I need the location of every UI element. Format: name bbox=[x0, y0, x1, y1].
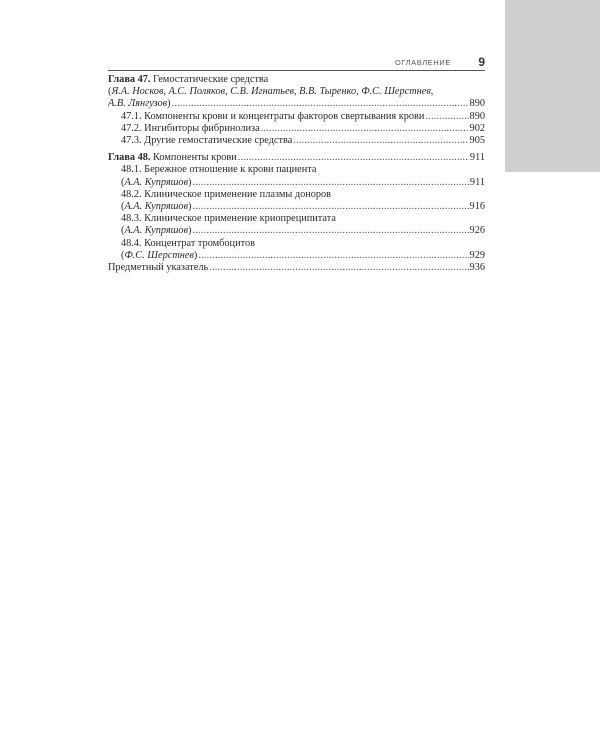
section-title: 48.3. Клиническое применение криопреципитата bbox=[121, 213, 336, 225]
toc-section-47-2[interactable] bbox=[108, 123, 485, 135]
section-authors: А.А. Купряшов bbox=[124, 225, 189, 237]
paren-close: ) bbox=[193, 249, 198, 261]
paren-close: ) bbox=[188, 176, 192, 188]
running-head-title: ОГЛАВЛЕНИЕ bbox=[394, 58, 451, 67]
toc-section-48-3-title[interactable] bbox=[108, 213, 485, 225]
paren-close: ) bbox=[188, 201, 192, 213]
toc-section-48-2-title[interactable] bbox=[108, 189, 485, 201]
leader-dots bbox=[192, 201, 468, 213]
chapter-title: Гемостатические средства bbox=[150, 74, 269, 85]
toc-chapter-47-authors-line1 bbox=[108, 86, 485, 98]
toc-section-48-4-title[interactable] bbox=[108, 238, 485, 250]
toc-page-number: 911 bbox=[469, 152, 485, 164]
section-authors: А.А. Купряшов bbox=[124, 201, 189, 213]
toc-page-number: 926 bbox=[469, 225, 485, 237]
header-rule bbox=[108, 70, 485, 71]
section-title: 47.3. Другие гемостатические средства bbox=[121, 135, 293, 147]
toc-section-48-1-title[interactable] bbox=[108, 164, 485, 176]
leader-dots bbox=[261, 123, 469, 135]
toc-section-48-4-authors[interactable] bbox=[108, 250, 485, 262]
section-title: 47.1. Компоненты крови и концентраты факторов свертывания крови bbox=[121, 110, 425, 122]
toc-section-48-1-authors[interactable] bbox=[108, 177, 485, 189]
chapter-title: Компоненты крови bbox=[150, 152, 237, 164]
paren-close: ) bbox=[167, 98, 171, 110]
side-tab-marker bbox=[505, 0, 600, 172]
section-title: 48.1. Бережное отношение к крови пациента bbox=[121, 164, 317, 176]
toc-page-number: 890 bbox=[469, 98, 485, 110]
leader-dots bbox=[192, 225, 468, 237]
index-title: Предметный указатель bbox=[108, 262, 209, 274]
section-authors: Ф.С. Шерстнев bbox=[124, 249, 194, 261]
toc-page-number: 929 bbox=[469, 249, 485, 261]
leader-dots bbox=[172, 98, 469, 110]
toc-section-48-2-authors[interactable] bbox=[108, 201, 485, 213]
toc-subject-index[interactable] bbox=[108, 262, 485, 274]
toc-section-48-3-authors[interactable] bbox=[108, 225, 485, 237]
paren-open: ( bbox=[121, 176, 125, 188]
paren-open: ( bbox=[121, 201, 125, 213]
chapter-authors-line1: Я.А. Носков, А.С. Поляков, С.В. Игнатьев, В.В. Тыренко, Ф.С. Шерстнев, bbox=[111, 86, 434, 98]
leader-dots bbox=[238, 152, 469, 164]
chapter-label: Глава 48. bbox=[108, 152, 151, 164]
leader-dots bbox=[293, 135, 468, 147]
toc-page-number: 902 bbox=[469, 122, 485, 134]
section-title: 48.2. Клиническое применение плазмы доноров bbox=[121, 188, 332, 200]
toc-section-47-1[interactable] bbox=[108, 111, 485, 123]
paren-open: ( bbox=[108, 86, 112, 98]
leader-dots bbox=[192, 177, 468, 189]
leader-dots bbox=[198, 250, 468, 262]
paren-open: ( bbox=[121, 225, 125, 237]
section-authors: А.А. Купряшов bbox=[124, 176, 189, 188]
paren-close: ) bbox=[188, 225, 192, 237]
chapter-authors-line2: А.В. Лянгузов bbox=[108, 98, 168, 110]
toc-page-number: 890 bbox=[469, 110, 485, 122]
toc-chapter-47-authors-line2[interactable] bbox=[108, 98, 485, 110]
table-of-contents bbox=[108, 74, 485, 274]
toc-page-number: 936 bbox=[469, 262, 485, 274]
leader-dots bbox=[425, 111, 468, 123]
section-title: 47.2. Ингибиторы фибринолиза bbox=[121, 122, 260, 134]
page-number: 9 bbox=[478, 55, 485, 69]
toc-section-47-3[interactable] bbox=[108, 135, 485, 147]
toc-page-number: 905 bbox=[469, 135, 485, 147]
section-title: 48.4. Концентрат тромбоцитов bbox=[121, 237, 255, 249]
toc-chapter-48-heading[interactable] bbox=[108, 152, 485, 164]
chapter-label: Глава 47. bbox=[108, 74, 151, 85]
toc-page-number: 911 bbox=[469, 176, 485, 188]
leader-dots bbox=[209, 262, 468, 274]
paren-open: ( bbox=[121, 249, 125, 261]
toc-page-number: 916 bbox=[469, 201, 485, 213]
toc-chapter-47-heading[interactable] bbox=[108, 74, 485, 86]
